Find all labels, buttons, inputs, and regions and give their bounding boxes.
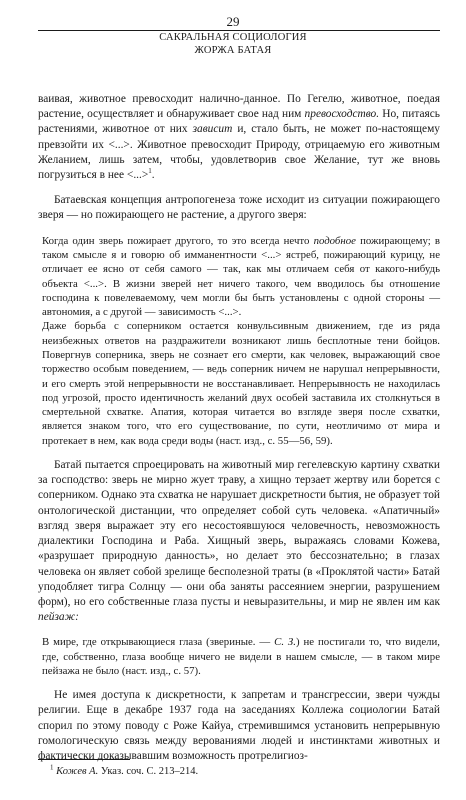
- block-quote-2: [38, 635, 440, 678]
- emphasis: превосходство.: [304, 108, 380, 121]
- footnote-author: Кожев А.: [56, 766, 99, 777]
- text-span: В мире, где открывающиеся глаза (звериные. —: [42, 636, 275, 649]
- text-span: ваивая, животное превосходит налично-данное. По Гегелю, животное, поедая растение, осуществляет и обнаруживает свое над ним: [38, 93, 440, 121]
- text-span: .: [151, 169, 155, 182]
- running-head: [0, 31, 466, 57]
- page-number: 29: [226, 14, 240, 29]
- footnote-marker: 1: [50, 763, 54, 772]
- page-body: [38, 92, 440, 764]
- text-span: Но, питаясь растениями, животное от них: [38, 108, 440, 136]
- text-span: и, стало быть, не может по-настоящему превзойти их <...>. Животное превосходит Природу, отрицаемую его животным Желанием, лишь затем, чтобы, удовлетворив свое Желание, тут же вновь погрузиться в нее <...>: [38, 123, 440, 182]
- quote-paragraph: [42, 234, 440, 320]
- paragraph-1: [38, 92, 440, 183]
- quote-paragraph: Даже борьба с соперником остается конвульсивным движением, где из ряда неизбежных ответов на раздражители возникают лишь бесплотные тени бойцов. Повергнув соперника, зверь не сознает его смерти, как человек, выражающий свое торжество особым поведением, — ведь соперник ничем не нарушал непрерывности, и его смерть этой непрерывности не восстанавливает. Непрерывность не находилась под угрозой, просто идентичность желаний двух особей заставила их столкнуться в смертельной схватке. Апатия, которая читается во взгляде зверя после схватки, является знаком того, что его существование, по сути, неотличимо от мира и протекает в нем, как вода среди воды (наст. изд., с. 55—56, 59).: [42, 320, 440, 447]
- footnote-text: Указ. соч. С. 213–214.: [98, 766, 199, 777]
- text-span: Когда один зверь пожирает другого, то это всегда нечто: [42, 234, 314, 247]
- running-title-line-1: САКРАЛЬНАЯ СОЦИОЛОГИЯ: [159, 32, 307, 43]
- emphasis: пейзаж:: [38, 611, 79, 624]
- emphasis: зависит: [192, 123, 233, 136]
- footnote-rule: [38, 759, 130, 760]
- footnote: [50, 765, 440, 778]
- emphasis: подобное: [313, 234, 356, 247]
- paragraph-3: [38, 458, 440, 625]
- quote-paragraph: [42, 635, 440, 678]
- emphasis: С. З.: [274, 636, 296, 649]
- paragraph-2: Батаевская концепция антропогенеза тоже исходит из ситуации пожирающего зверя — но пожирающего не растение, а другого зверя:: [38, 194, 440, 222]
- running-title-line-2: ЖОРЖА БАТАЯ: [194, 45, 272, 56]
- text-span: Батай пытается спроецировать на животный мир гегелевскую картину схватки за господство: зверь не мирно жует траву, а хищно терзает жертву или борется с соперником. Однако эта схватка не нарушает дискретности бытия, не образует той онтологической дистанции, что определяет собой суть человека. «Апатичный» взгляд зверя выражает эту его несостоявшуюся человечность, невозможность диалектики Господина и Раба. Хищный зверь, выражаясь словами Кожева, «разрушает природную данность», но делает это бессознательно; в глазах человека он являет собой зрелище бесполезной траты (в «Проклятой части» Батай уподобляет тигра Солнцу — они оба заняты рассеянием энергии, разрушением форм), но его собственные глаза пусты и невыразительны, и мир не явлен им как: [38, 459, 440, 608]
- text-span: ) не постигали то, что видели, где, собственно, глаза вообще ничего не видели в нашем смысле, — в таком мире пейзажа не было (наст. изд., с. 57).: [42, 636, 440, 677]
- block-quote-1: [38, 234, 440, 448]
- paragraph-4: Не имея доступа к дискретности, к запретам и трансгрессии, звери чужды религии. Еще в декабре 1937 года на заседаниях Коллежа социологии Батай спорил по этому поводу с Роже Кайуа, стремившимся установить непрерывную гомологическую связь между верованиями людей и инстинктами животных и фактически доказывавшим возможность протрелигиоз-: [38, 689, 440, 763]
- footnote-ref[interactable]: 1: [148, 167, 152, 176]
- text-span: пожирающему; в таком смысле я и говорю об имманентности <...> ястреб, пожирающий курицу, не отличает ее ясно от себя самого — так, как мы отличаем себя от какого-нибудь объекта <...>. В жизни зверей нет ничего такого, чем вводилось бы отношение господина к повелеваемому, чем могли бы быть установлены с одной стороны — автономия, а с другой — зависимость <...>.: [42, 234, 441, 319]
